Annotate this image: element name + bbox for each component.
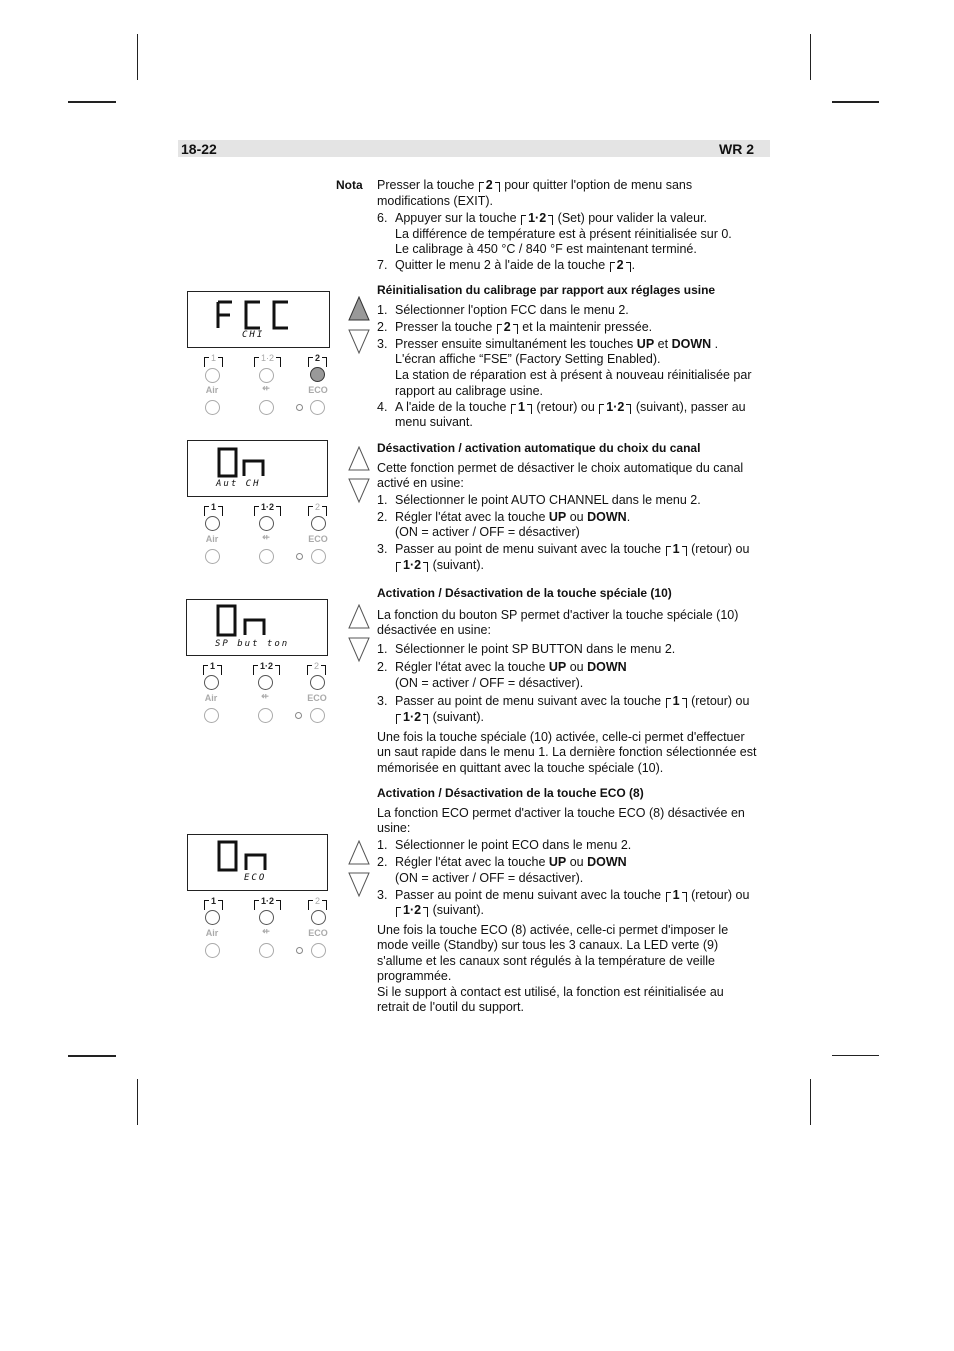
step-text: Sélectionner le point AUTO CHANNEL dans le menu 2. xyxy=(395,493,701,507)
step-number: 2. xyxy=(377,855,388,869)
air-button[interactable] xyxy=(205,549,220,564)
step-text: (ON = activer / OFF = désactiver). xyxy=(395,676,584,690)
step-text: Passer au point de menu suivant avec la touche 1 (retour) ou xyxy=(395,542,750,556)
eco-button[interactable] xyxy=(310,708,325,723)
key-1: 1 xyxy=(511,400,532,416)
step-text: Sélectionner l'option FCC dans le menu 2. xyxy=(395,303,629,317)
led-indicator xyxy=(296,947,303,954)
paragraph-line: retrait de l'outil du support. xyxy=(377,1000,524,1014)
air-label: Air xyxy=(205,928,219,938)
step-text: Sélectionner le point ECO dans le menu 2. xyxy=(395,838,632,852)
crop-mark xyxy=(137,1079,138,1125)
vacuum-button[interactable] xyxy=(258,708,273,723)
step-text: 1·2 (suivant). xyxy=(395,558,484,574)
lcd-small-text: CHI xyxy=(242,330,265,340)
key-12: 1·2 xyxy=(599,400,631,416)
step-number: 1. xyxy=(377,493,388,507)
step-text: 1·2 (suivant). xyxy=(395,710,484,726)
channel-12-label: 1·2 xyxy=(253,896,282,906)
vacuum-button[interactable] xyxy=(259,549,274,564)
step-number: 1. xyxy=(377,303,388,317)
vacuum-icon: ⇷ xyxy=(262,926,270,936)
paragraph-line: un saut rapide dans le menu 1. La dernière fonction sélectionnée est xyxy=(377,745,757,759)
vacuum-button[interactable] xyxy=(259,400,274,415)
channel-2-label: 2 xyxy=(307,896,328,906)
lcd-display xyxy=(186,599,328,656)
lcd-small-text: ECO xyxy=(244,873,267,883)
step-text: Passer au point de menu suivant avec la touche 1 (retour) ou xyxy=(395,888,750,902)
channel-2-button[interactable] xyxy=(310,675,325,690)
key-2: 2 xyxy=(497,320,518,336)
crop-mark xyxy=(68,1055,116,1057)
step-text: L'écran affiche “FSE” (Factory Setting Enabled). xyxy=(395,352,661,366)
channel-1-label: 1 xyxy=(202,661,223,671)
channel-1-label: 1 xyxy=(203,353,224,363)
channel-1-button[interactable] xyxy=(205,516,220,531)
step-text: La station de réparation est à présent à nouveau réinitialisée par xyxy=(395,368,752,382)
paragraph-line: Cette fonction permet de désactiver le choix automatique du canal xyxy=(377,461,744,475)
eco-button[interactable] xyxy=(311,943,326,958)
paragraph-line: programmée. xyxy=(377,969,452,983)
eco-label: ECO xyxy=(308,385,328,395)
crop-mark xyxy=(137,34,138,80)
channel-12-button[interactable] xyxy=(259,910,274,925)
nota-line: Appuyer sur la touche 1·2 (Set) pour valider la valeur. xyxy=(395,211,708,225)
key-1: 1 xyxy=(666,542,687,558)
lcd-small-text: Aut CH xyxy=(216,479,261,489)
vacuum-button[interactable] xyxy=(259,943,274,958)
step-number: 2. xyxy=(377,510,388,524)
crop-mark xyxy=(68,101,116,103)
crop-mark xyxy=(832,101,879,103)
paragraph-line: mémorisée en quittant avec la touche spéciale (10). xyxy=(377,761,664,775)
channel-1-button[interactable] xyxy=(205,368,220,383)
led-indicator xyxy=(296,404,303,411)
key-12: 1·2 xyxy=(396,903,428,919)
page-header xyxy=(178,140,770,157)
lcd-display xyxy=(187,440,328,497)
channel-12-label: 1·2 xyxy=(253,353,282,363)
nota-line: modifications (EXIT). xyxy=(377,194,494,208)
paragraph-line: s'allume et les canaux sont régulés à la température de veille xyxy=(377,954,715,968)
channel-2-button[interactable] xyxy=(310,367,325,382)
channel-2-button[interactable] xyxy=(311,910,326,925)
step-text: rapport au calibrage usine. xyxy=(395,384,544,398)
paragraph-line: La fonction du bouton SP permet d'activer la touche spéciale (10) xyxy=(377,608,739,622)
eco-button[interactable] xyxy=(311,549,326,564)
step-text: Régler l'état avec la touche UP ou DOWN. xyxy=(395,510,631,524)
down-arrow-icon xyxy=(348,637,370,663)
step-text: Régler l'état avec la touche UP ou DOWN xyxy=(395,660,627,674)
channel-12-button[interactable] xyxy=(259,516,274,531)
nota-label: Nota xyxy=(336,178,363,192)
step-text: 1·2 (suivant). xyxy=(395,903,484,919)
paragraph-line: désactivée en usine: xyxy=(377,623,491,637)
lcd-small-text: SP but ton xyxy=(215,639,290,649)
channel-12-button[interactable] xyxy=(259,368,274,383)
paragraph-line: usine: xyxy=(377,821,411,835)
led-indicator xyxy=(295,712,302,719)
model-name: WR 2 xyxy=(719,141,754,157)
up-arrow-icon xyxy=(348,840,370,866)
key-12: 1·2 xyxy=(396,558,428,574)
section-heading: Désactivation / activation automatique du choix du canal xyxy=(377,441,701,455)
channel-2-label: 2 xyxy=(307,502,328,512)
step-number: 2. xyxy=(377,660,388,674)
channel-12-label: 1·2 xyxy=(252,661,281,671)
key-2: 2 xyxy=(610,258,631,274)
paragraph-line: activé en usine: xyxy=(377,476,464,490)
step-number: 1. xyxy=(377,642,388,656)
air-button[interactable] xyxy=(205,943,220,958)
down-arrow-icon xyxy=(348,872,370,898)
crop-mark xyxy=(810,1079,811,1125)
step-text: (ON = activer / OFF = désactiver). xyxy=(395,871,584,885)
eco-label: ECO xyxy=(308,534,328,544)
step-number: 6. xyxy=(377,211,388,225)
led-indicator xyxy=(296,553,303,560)
section-heading: Activation / Désactivation de la touche ECO (8) xyxy=(377,786,644,800)
vacuum-icon: ⇷ xyxy=(262,383,270,393)
lcd-display xyxy=(187,834,328,891)
step-text: Sélectionner le point SP BUTTON dans le menu 2. xyxy=(395,642,676,656)
vacuum-icon: ⇷ xyxy=(262,532,270,542)
section-heading: Réinitialisation du calibrage par rapport aux réglages usine xyxy=(377,283,716,297)
channel-1-button[interactable] xyxy=(204,675,219,690)
nota-line: Quitter le menu 2 à l'aide de la touche 2 . xyxy=(395,258,636,272)
paragraph-line: mode veille (Standby) sur tous les 3 canaux. La LED verte (9) xyxy=(377,938,719,952)
step-text: Régler l'état avec la touche UP ou DOWN xyxy=(395,855,627,869)
step-number: 1. xyxy=(377,838,388,852)
paragraph-line: Une fois la touche spéciale (10) activée, celle-ci permet d'effectuer xyxy=(377,730,745,744)
down-arrow-icon xyxy=(348,329,370,355)
channel-1-label: 1 xyxy=(203,502,224,512)
crop-mark xyxy=(832,1055,879,1056)
key-12: 1·2 xyxy=(521,211,553,227)
air-button[interactable] xyxy=(205,400,220,415)
channel-2-button[interactable] xyxy=(311,516,326,531)
step-number: 4. xyxy=(377,400,388,414)
down-arrow-icon xyxy=(348,478,370,504)
up-arrow-icon xyxy=(348,296,370,322)
air-button[interactable] xyxy=(204,708,219,723)
air-label: Air xyxy=(205,385,219,395)
air-label: Air xyxy=(204,693,218,703)
key-1: 1 xyxy=(666,888,687,904)
key-2: 2 xyxy=(479,178,500,194)
channel-1-label: 1 xyxy=(203,896,224,906)
eco-label: ECO xyxy=(308,928,328,938)
nota-line: La différence de température est à présent réinitialisée sur 0. xyxy=(395,227,732,241)
step-number: 3. xyxy=(377,337,388,351)
step-number: 3. xyxy=(377,888,388,902)
eco-label: ECO xyxy=(307,693,327,703)
up-arrow-icon xyxy=(348,446,370,472)
step-number: 3. xyxy=(377,542,388,556)
paragraph-line: Si le support à contact est utilisé, la fonction est réinitialisée au xyxy=(377,985,724,999)
step-text: (ON = activer / OFF = désactiver) xyxy=(395,525,580,539)
paragraph-line: La fonction ECO permet d'activer la touche ECO (8) désactivée en xyxy=(377,806,745,820)
up-arrow-icon xyxy=(348,604,370,630)
channel-12-button[interactable] xyxy=(258,675,273,690)
vacuum-icon: ⇷ xyxy=(261,691,269,701)
step-text: Presser la touche 2 et la maintenir pressée. xyxy=(395,320,653,334)
step-number: 3. xyxy=(377,694,388,708)
channel-1-button[interactable] xyxy=(205,910,220,925)
key-12: 1·2 xyxy=(396,710,428,726)
section-heading: Activation / Désactivation de la touche spéciale (10) xyxy=(377,586,672,600)
paragraph-line: Une fois la touche ECO (8) activée, celle-ci permet d'imposer le xyxy=(377,923,729,937)
channel-2-label: 2 xyxy=(306,661,327,671)
channel-2-label: 2 xyxy=(307,353,328,363)
lcd-display xyxy=(187,291,330,348)
step-number: 2. xyxy=(377,320,388,334)
channel-12-label: 1·2 xyxy=(253,502,282,512)
nota-line: Presser la touche 2 pour quitter l'option de menu sans xyxy=(377,178,693,192)
key-1: 1 xyxy=(666,694,687,710)
page-number: 18-22 xyxy=(181,141,217,157)
nota-line: Le calibrage à 450 °C / 840 °F est maintenant terminé. xyxy=(395,242,697,256)
eco-button[interactable] xyxy=(310,400,325,415)
air-label: Air xyxy=(205,534,219,544)
crop-mark xyxy=(810,34,811,80)
step-text: A l'aide de la touche 1 (retour) ou 1·2 (suivant), passer au xyxy=(395,400,746,414)
step-text: Passer au point de menu suivant avec la touche 1 (retour) ou xyxy=(395,694,750,708)
step-number: 7. xyxy=(377,258,388,272)
step-text: Presser ensuite simultanément les touches UP et DOWN . xyxy=(395,337,719,351)
step-text: menu suivant. xyxy=(395,415,473,429)
